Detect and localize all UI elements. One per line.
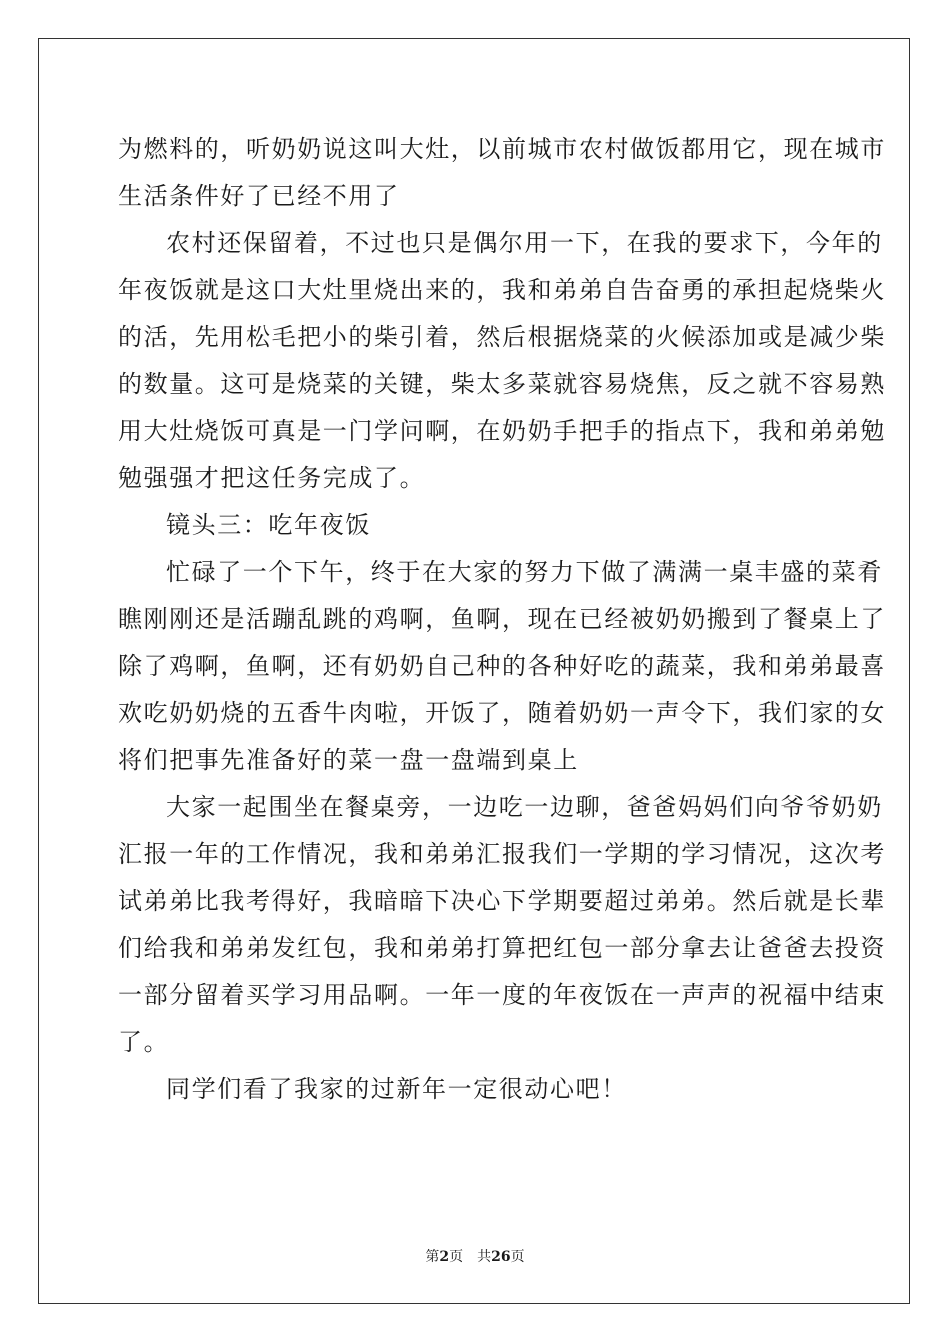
text-line: 了。 [118,1028,170,1056]
document-body [118,126,886,1113]
paragraph [118,126,886,220]
footer-page-prefix: 第 [425,1249,440,1265]
paragraph [118,784,886,1066]
text-line: 欢吃奶奶烧的五香牛肉啦，开饭了，随着奶奶一声令下，我们家的女 [118,699,886,727]
text-line: 为燃料的，听奶奶说这叫大灶，以前城市农村做饭都用它，现在城市 [118,135,886,163]
footer-total-pages: 26 [491,1249,511,1265]
text-line: 忙碌了一个下午，终于在大家的努力下做了满满一桌丰盛的菜肴 [166,558,883,586]
text-line: 用大灶烧饭可真是一门学问啊，在奶奶手把手的指点下，我和弟弟勉 [118,417,886,445]
paragraph [118,502,834,549]
text-line: 镜头三：吃年夜饭 [166,511,371,539]
text-line: 年夜饭就是这口大灶里烧出来的，我和弟弟自告奋勇的承担起烧柴火 [118,276,886,304]
footer-total-prefix: 共 [477,1249,492,1265]
text-line: 汇报一年的工作情况，我和弟弟汇报我们一学期的学习情况，这次考 [118,840,886,868]
text-line: 一部分留着买学习用品啊。一年一度的年夜饭在一声声的祝福中结束 [118,981,886,1009]
footer-page-number: 2 [439,1249,450,1265]
text-line: 同学们看了我家的过新年一定很动心吧！ [166,1075,627,1103]
paragraph [118,1066,834,1113]
footer-total-suffix: 页 [510,1249,525,1265]
text-line: 的数量。这可是烧菜的关键，柴太多菜就容易烧焦，反之就不容易熟 [118,370,886,398]
paragraph [118,549,886,784]
text-line: 们给我和弟弟发红包，我和弟弟打算把红包一部分拿去让爸爸去投资 [118,934,886,962]
paragraph [118,220,886,502]
footer-page-suffix: 页 [449,1249,464,1265]
text-line: 将们把事先准备好的菜一盘一盘端到桌上 [118,746,579,774]
text-line: 勉强强才把这任务完成了。 [118,464,426,492]
text-line: 大家一起围坐在餐桌旁，一边吃一边聊，爸爸妈妈们向爷爷奶奶 [166,793,883,821]
text-line: 农村还保留着，不过也只是偶尔用一下，在我的要求下，今年的 [166,229,883,257]
page-footer [0,1246,950,1266]
text-line: 的活，先用松毛把小的柴引着，然后根据烧菜的火候添加或是减少柴 [118,323,886,351]
text-line: 除了鸡啊，鱼啊，还有奶奶自己种的各种好吃的蔬菜，我和弟弟最喜 [118,652,886,680]
text-line: 试弟弟比我考得好，我暗暗下决心下学期要超过弟弟。然后就是长辈 [118,887,886,915]
text-line: 瞧刚刚还是活蹦乱跳的鸡啊，鱼啊，现在已经被奶奶搬到了餐桌上了 [118,605,886,633]
text-line: 生活条件好了已经不用了 [118,182,400,210]
